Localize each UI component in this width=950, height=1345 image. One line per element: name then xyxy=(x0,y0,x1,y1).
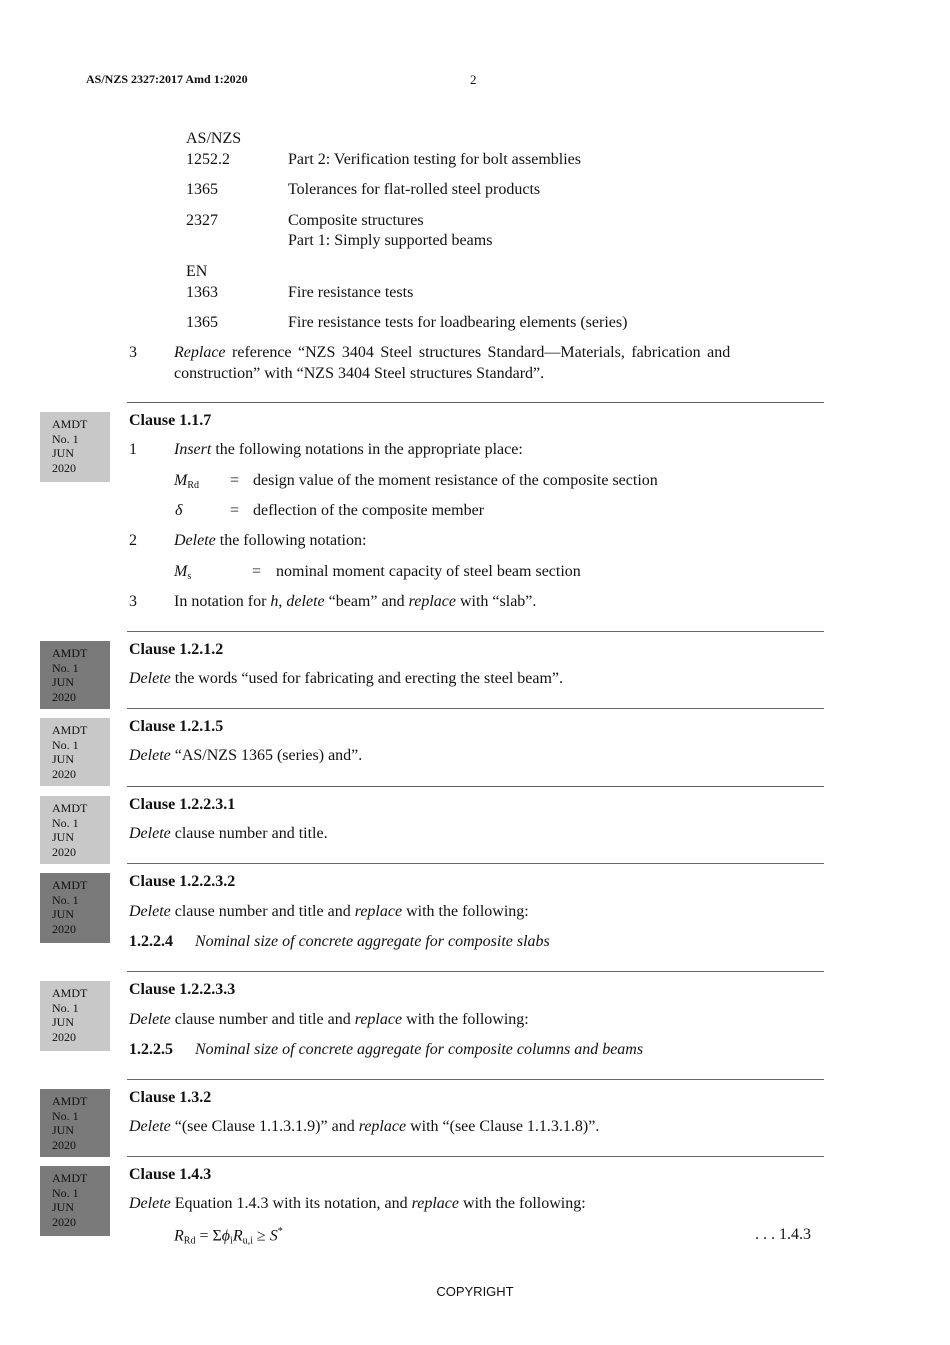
subclause-title: Nominal size of concrete aggregate for composite columns and beams xyxy=(195,1041,644,1058)
item-number: 2 xyxy=(129,532,137,549)
amendment-tag: AMDT No. 1 JUN 2020 xyxy=(40,1089,110,1157)
ref-title: Composite structures xyxy=(288,212,424,229)
ref-title: Fire resistance tests for loadbearing elements (series) xyxy=(288,314,628,331)
ref-group-en: EN xyxy=(186,263,208,280)
ref-title: Part 2: Verification testing for bolt assemblies xyxy=(288,151,581,168)
instruction-text: In notation for h, delete “beam” and replace with “slab”. xyxy=(174,593,537,610)
amendment-tag: AMDT No. 1 JUN 2020 xyxy=(40,641,110,709)
equation-number: . . . 1.4.3 xyxy=(755,1226,811,1243)
instruction-text: Delete the words “used for fabricating and erecting the steel beam”. xyxy=(129,670,564,687)
notation-symbol: $M_{Rd}$ xyxy=(174,472,199,491)
amendment-tag: AMDT No. 1 JUN 2020 xyxy=(40,796,110,864)
clause-title: Clause 1.2.1.2 xyxy=(129,641,224,658)
ref-subtitle: Part 1: Simply supported beams xyxy=(288,232,493,249)
notation-definition: nominal moment capacity of steel beam section xyxy=(276,563,581,580)
instruction-text: Delete clause number and title. xyxy=(129,825,328,842)
amendment-tag: AMDT No. 1 JUN 2020 xyxy=(40,981,110,1051)
instruction-text: Delete clause number and title and replace with the following: xyxy=(129,1011,529,1028)
notation-equals: = xyxy=(230,472,240,489)
instruction-text: Delete Equation 1.4.3 with its notation, and replace with the following: xyxy=(129,1195,586,1212)
clause-title: Clause 1.2.2.3.2 xyxy=(129,873,236,890)
notation-symbol: $M_s$ xyxy=(174,563,192,582)
instruction-text: Delete clause number and title and replace with the following: xyxy=(129,903,529,920)
amendment-tag: AMDT No. 1 JUN 2020 xyxy=(40,718,110,786)
notation-definition: deflection of the composite member xyxy=(253,502,485,519)
item3-line1 xyxy=(174,343,822,363)
clause-title: Clause 1.2.1.5 xyxy=(129,718,224,735)
clause-title: Clause 1.3.2 xyxy=(129,1089,212,1106)
item-number: 3 xyxy=(129,593,137,610)
clause-title: Clause 1.1.7 xyxy=(129,412,212,429)
clause-title: Clause 1.2.2.3.3 xyxy=(129,981,236,998)
divider xyxy=(127,863,824,864)
item3-text1: reference “NZS 3404 Steel structures Standard—Materials, fabrication and xyxy=(225,344,731,361)
verb-replace: Replace xyxy=(174,344,226,361)
ref-title: Fire resistance tests xyxy=(288,284,414,301)
copyright-footer: COPYRIGHT xyxy=(436,1284,514,1299)
amendment-tag: AMDT No. 1 JUN 2020 xyxy=(40,412,110,482)
clause-title: Clause 1.4.3 xyxy=(129,1166,212,1183)
page-number: 2 xyxy=(470,72,477,87)
subclause-number: 1.2.2.4 xyxy=(129,933,173,950)
item-number: 3 xyxy=(129,344,137,361)
instruction-text: Delete “(see Clause 1.1.3.1.9)” and replace with “(see Clause 1.1.3.1.8)”. xyxy=(129,1118,600,1135)
subclause-title: Nominal size of concrete aggregate for composite slabs xyxy=(195,933,550,950)
item3-line2: construction” with “NZS 3404 Steel structures Standard”. xyxy=(174,365,545,382)
ref-title: Tolerances for flat-rolled steel products xyxy=(288,181,541,198)
item-number: 1 xyxy=(129,441,137,458)
instruction-text: Delete the following notation: xyxy=(174,532,367,549)
equation: $R_{Rd} = \Sigma\phi_iR_{u,i} \ge S^*$ xyxy=(174,1226,283,1247)
ref-number: 1252.2 xyxy=(186,151,230,168)
document-id: AS/NZS 2327:2017 Amd 1:2020 xyxy=(86,72,248,86)
notation-symbol: δ xyxy=(175,502,183,519)
instruction-text: Delete “AS/NZS 1365 (series) and”. xyxy=(129,747,363,764)
divider xyxy=(127,708,824,709)
divider xyxy=(127,1079,824,1080)
subclause-number: 1.2.2.5 xyxy=(129,1041,173,1058)
amendment-tag: AMDT No. 1 JUN 2020 xyxy=(40,873,110,943)
ref-number: 2327 xyxy=(186,212,218,229)
ref-number: 1365 xyxy=(186,181,218,198)
divider xyxy=(127,786,824,787)
notation-equals: = xyxy=(230,502,240,519)
clause-title: Clause 1.2.2.3.1 xyxy=(129,796,236,813)
divider xyxy=(127,1156,824,1157)
notation-definition: design value of the moment resistance of the composite section xyxy=(253,472,658,489)
instruction-text: Insert the following notations in the appropriate place: xyxy=(174,441,523,458)
divider xyxy=(127,971,824,972)
divider xyxy=(127,631,824,632)
ref-group-asnzs: AS/NZS xyxy=(186,130,242,147)
ref-number: 1365 xyxy=(186,314,218,331)
ref-number: 1363 xyxy=(186,284,218,301)
divider xyxy=(127,402,824,403)
notation-equals: = xyxy=(252,563,262,580)
amendment-tag: AMDT No. 1 JUN 2020 xyxy=(40,1166,110,1236)
